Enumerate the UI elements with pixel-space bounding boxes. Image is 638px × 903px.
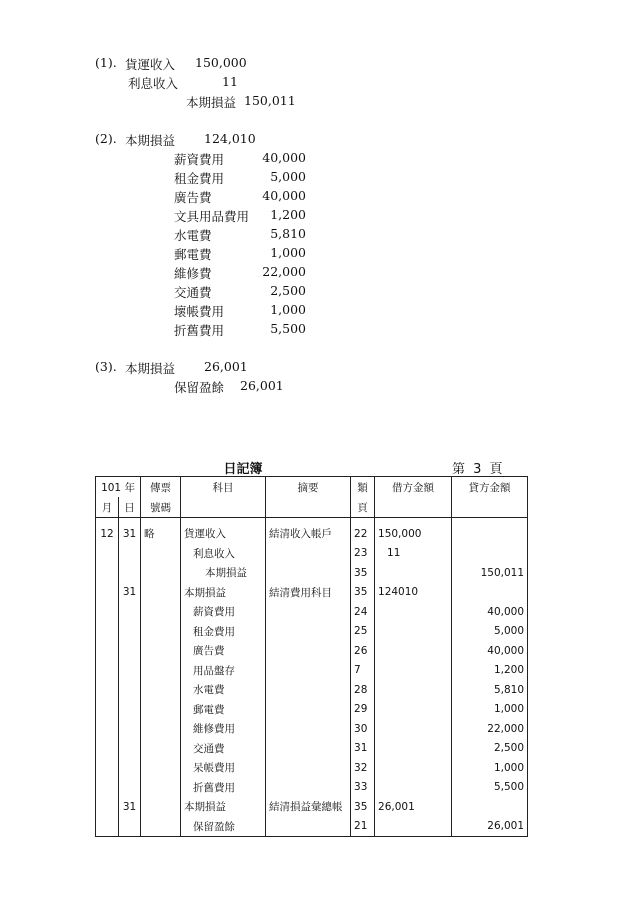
row-month [96, 544, 119, 564]
row-account: 廣告費 [181, 641, 266, 661]
row-debit [375, 602, 452, 622]
entry-2-credit-account: 租金費用 [174, 171, 225, 186]
row-account: 租金費用 [181, 622, 266, 642]
row-month [96, 758, 119, 778]
row-month [96, 641, 119, 661]
row-voucher [141, 758, 181, 778]
entry-2-credit-account: 壞帳費用 [174, 304, 225, 319]
entry-3-credit-account: 保留盈餘 [174, 380, 225, 395]
header-debit: 借方金額 [375, 477, 452, 518]
row-month [96, 602, 119, 622]
row-debit [375, 680, 452, 700]
row-credit [452, 544, 528, 564]
row-debit: 11 [375, 544, 452, 564]
header-voucher: 傳票 [141, 477, 181, 498]
row-month [96, 622, 119, 642]
row-day [119, 661, 141, 681]
entry-2-credit-amount: 5,810 [270, 226, 306, 241]
entry-1-number: (1). [95, 55, 117, 70]
row-debit [375, 758, 452, 778]
row-debit: 150,000 [375, 524, 452, 544]
row-month: 12 [96, 524, 119, 544]
row-account: 用品盤存 [181, 661, 266, 681]
row-day [119, 622, 141, 642]
row-voucher [141, 622, 181, 642]
row-voucher [141, 778, 181, 798]
row-ref: 25 [351, 622, 375, 642]
entry-3-credit-amount: 26,001 [240, 378, 284, 393]
row-voucher [141, 563, 181, 583]
header-day: 日 [119, 497, 141, 518]
entry-1-account: 本期損益 [186, 95, 237, 110]
entry-2-credit-amount: 40,000 [262, 150, 306, 165]
entry-2-credit-account: 郵電費 [174, 247, 212, 262]
row-credit: 22,000 [452, 719, 528, 739]
table-row [96, 661, 528, 681]
header-summary: 摘要 [266, 477, 351, 518]
row-credit [452, 524, 528, 544]
row-debit: 124010 [375, 583, 452, 603]
table-row [96, 797, 528, 817]
row-account: 利息收入 [181, 544, 266, 564]
row-summary [266, 778, 351, 798]
entry-2-credit-account: 交通費 [174, 285, 212, 300]
row-debit [375, 622, 452, 642]
row-summary [266, 563, 351, 583]
row-day [119, 758, 141, 778]
row-ref: 22 [351, 524, 375, 544]
row-ref: 23 [351, 544, 375, 564]
row-summary [266, 680, 351, 700]
row-account: 薪資費用 [181, 602, 266, 622]
row-account: 保留盈餘 [181, 817, 266, 837]
row-debit [375, 661, 452, 681]
row-voucher [141, 544, 181, 564]
entry-3-number: (3). [95, 359, 117, 374]
row-debit: 26,001 [375, 797, 452, 817]
row-voucher: 略 [141, 524, 181, 544]
row-day [119, 544, 141, 564]
entry-3-debit-account: 本期損益 [125, 361, 176, 376]
entry-1-account: 利息收入 [128, 76, 179, 91]
entry-2-credit-account: 維修費 [174, 266, 212, 281]
table-row [96, 719, 528, 739]
row-credit: 40,000 [452, 641, 528, 661]
row-account: 呆帳費用 [181, 758, 266, 778]
row-month [96, 680, 119, 700]
row-month [96, 797, 119, 817]
row-day [119, 680, 141, 700]
row-day: 31 [119, 797, 141, 817]
entry-2-credit-amount: 1,000 [270, 245, 306, 260]
row-day [119, 739, 141, 759]
row-credit: 1,200 [452, 661, 528, 681]
row-debit [375, 719, 452, 739]
entry-1-amount: 150,000 [195, 55, 247, 70]
table-row [96, 739, 528, 759]
table-row [96, 602, 528, 622]
entry-2-credit-account: 水電費 [174, 228, 212, 243]
row-debit [375, 778, 452, 798]
row-summary: 結清費用科目 [266, 583, 351, 603]
entry-2-number: (2). [95, 131, 117, 146]
row-account: 水電費 [181, 680, 266, 700]
row-account: 維修費用 [181, 719, 266, 739]
entry-2-credit-amount: 2,500 [270, 283, 306, 298]
row-summary: 結清收入帳戶 [266, 524, 351, 544]
row-ref: 33 [351, 778, 375, 798]
row-debit [375, 641, 452, 661]
table-row [96, 622, 528, 642]
row-month [96, 700, 119, 720]
entry-2-debit-amount: 124,010 [204, 131, 256, 146]
table-row [96, 680, 528, 700]
row-voucher [141, 602, 181, 622]
row-summary [266, 700, 351, 720]
row-day [119, 719, 141, 739]
row-account: 本期損益 [181, 563, 266, 583]
row-ref: 21 [351, 817, 375, 837]
row-voucher [141, 641, 181, 661]
row-account: 折舊費用 [181, 778, 266, 798]
table-row [96, 544, 528, 564]
row-account: 交通費 [181, 739, 266, 759]
row-ref: 26 [351, 641, 375, 661]
row-ref: 32 [351, 758, 375, 778]
row-account: 本期損益 [181, 583, 266, 603]
row-summary [266, 739, 351, 759]
row-ref: 35 [351, 583, 375, 603]
row-day: 31 [119, 583, 141, 603]
row-summary [266, 544, 351, 564]
entry-1-amount: 11 [222, 74, 238, 89]
row-summary [266, 661, 351, 681]
row-month [96, 563, 119, 583]
row-ref: 31 [351, 739, 375, 759]
entry-2-credit-account: 文具用品費用 [174, 209, 250, 224]
row-summary [266, 602, 351, 622]
row-account: 郵電費 [181, 700, 266, 720]
entry-1-amount: 150,011 [244, 93, 296, 108]
row-day: 31 [119, 524, 141, 544]
row-voucher [141, 797, 181, 817]
row-summary [266, 622, 351, 642]
row-credit: 5,000 [452, 622, 528, 642]
row-summary [266, 641, 351, 661]
row-day [119, 817, 141, 837]
table-row [96, 778, 528, 798]
row-day [119, 700, 141, 720]
row-month [96, 719, 119, 739]
row-debit [375, 563, 452, 583]
row-summary [266, 719, 351, 739]
row-month [96, 778, 119, 798]
header-voucher-number: 號碼 [141, 497, 181, 518]
row-ref: 28 [351, 680, 375, 700]
table-row [96, 817, 528, 837]
row-voucher [141, 719, 181, 739]
row-credit: 2,500 [452, 739, 528, 759]
row-month [96, 583, 119, 603]
header-ref: 類 [351, 477, 375, 498]
row-ref: 30 [351, 719, 375, 739]
row-ref: 7 [351, 661, 375, 681]
row-day [119, 563, 141, 583]
row-credit: 1,000 [452, 758, 528, 778]
row-summary [266, 817, 351, 837]
row-month [96, 817, 119, 837]
row-credit: 150,011 [452, 563, 528, 583]
row-voucher [141, 583, 181, 603]
entry-2-credit-amount: 40,000 [262, 188, 306, 203]
entry-2-debit-account: 本期損益 [125, 133, 176, 148]
entry-2-credit-amount: 5,000 [270, 169, 306, 184]
row-debit [375, 817, 452, 837]
row-ref: 29 [351, 700, 375, 720]
row-ref: 35 [351, 563, 375, 583]
row-voucher [141, 739, 181, 759]
table-row [96, 524, 528, 544]
table-row [96, 700, 528, 720]
row-credit: 1,000 [452, 700, 528, 720]
header-credit: 貸方金額 [452, 477, 528, 518]
row-month [96, 739, 119, 759]
row-voucher [141, 661, 181, 681]
entry-1-account: 貨運收入 [125, 57, 176, 72]
ledger-title: 日記簿 [223, 462, 263, 477]
header-month: 月 [96, 497, 119, 518]
row-account: 本期損益 [181, 797, 266, 817]
table-header-row [96, 477, 528, 498]
row-month [96, 661, 119, 681]
entry-2-credit-amount: 1,200 [270, 207, 306, 222]
entry-2-credit-amount: 5,500 [270, 321, 306, 336]
row-summary [266, 758, 351, 778]
page-indicator: 第 3 頁 [452, 462, 503, 477]
entry-3-debit-amount: 26,001 [204, 359, 248, 374]
table-row [96, 583, 528, 603]
row-credit [452, 583, 528, 603]
entry-2-credit-account: 廣告費 [174, 190, 212, 205]
header-year: 101 年 [96, 477, 141, 498]
row-day [119, 641, 141, 661]
journal-table [95, 476, 528, 837]
table-row [96, 758, 528, 778]
row-voucher [141, 680, 181, 700]
row-credit: 5,810 [452, 680, 528, 700]
entry-2-credit-amount: 1,000 [270, 302, 306, 317]
row-day [119, 602, 141, 622]
entry-2-credit-account: 折舊費用 [174, 323, 225, 338]
entry-2-credit-amount: 22,000 [262, 264, 306, 279]
row-debit [375, 700, 452, 720]
row-ref: 35 [351, 797, 375, 817]
row-credit [452, 797, 528, 817]
row-voucher [141, 700, 181, 720]
row-ref: 24 [351, 602, 375, 622]
row-credit: 26,001 [452, 817, 528, 837]
row-day [119, 778, 141, 798]
entry-2-credit-account: 薪資費用 [174, 152, 225, 167]
row-summary: 結清損益彙總帳 [266, 797, 351, 817]
table-row [96, 563, 528, 583]
header-ref-page: 頁 [351, 497, 375, 518]
row-account: 貨運收入 [181, 524, 266, 544]
header-account: 科目 [181, 477, 266, 518]
row-credit: 40,000 [452, 602, 528, 622]
row-voucher [141, 817, 181, 837]
table-row [96, 641, 528, 661]
row-credit: 5,500 [452, 778, 528, 798]
row-debit [375, 739, 452, 759]
